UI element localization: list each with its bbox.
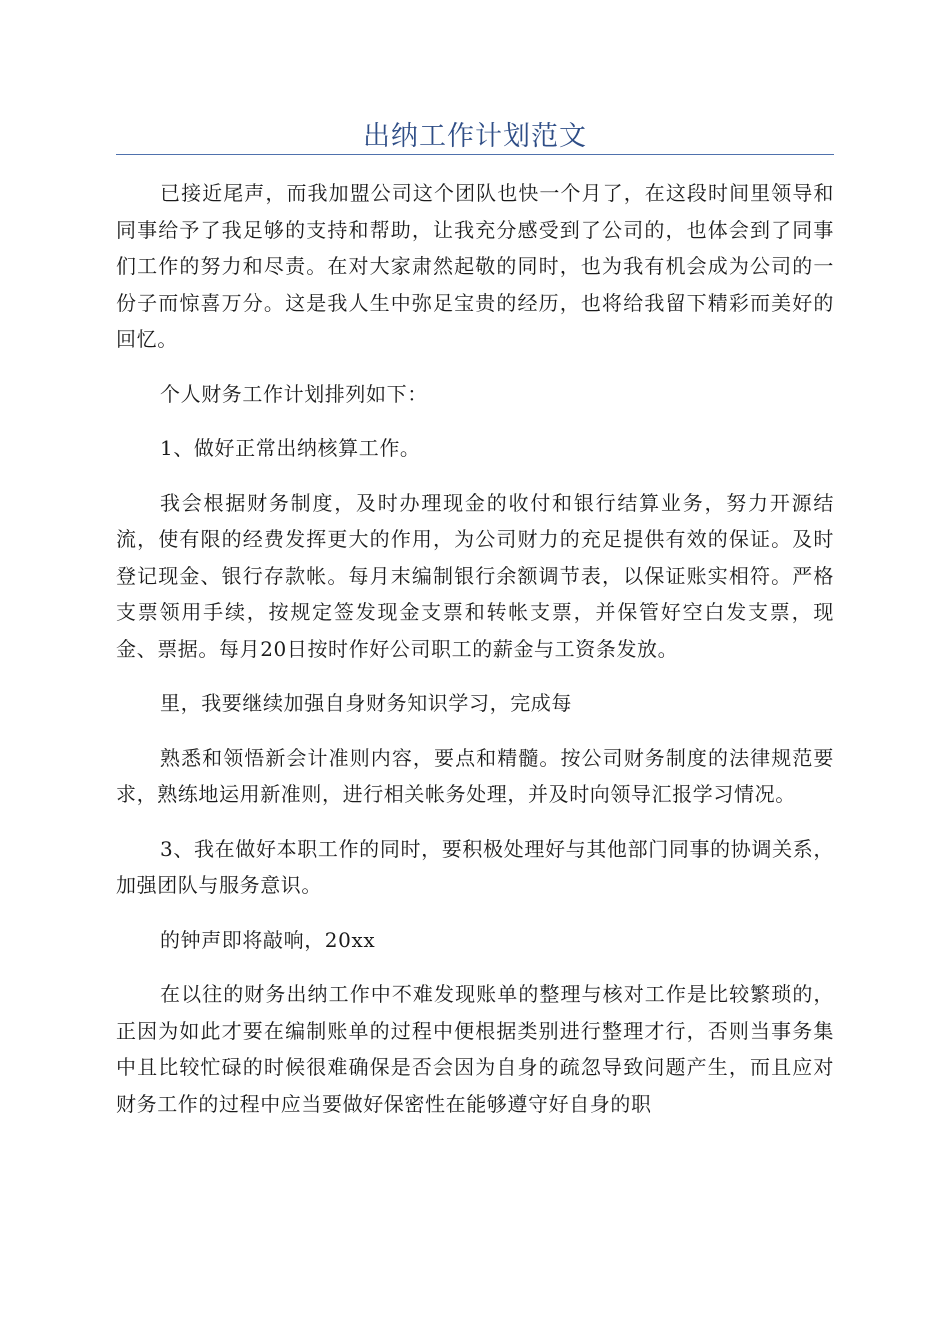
paragraph-item-1: 1、做好正常出纳核算工作。 — [160, 436, 421, 460]
paragraph-study: 里，我要继续加强自身财务知识学习，完成每 — [160, 691, 572, 715]
paragraph-bill-sorting: 在以往的财务出纳工作中不难发现账单的整理与核对工作是比较繁琐的，正因为如此才要在编制账单的过程中便根据类别进行整理才行，否则当事务集中且比较忙碌的时候很难确保是否会因为自身的疏忽导致问题产生，而且应对财务工作的过程中应当要做好保密性在能够遵守好自身的职 — [116, 982, 834, 1116]
paragraph-plan-heading: 个人财务工作计划排列如下： — [160, 381, 428, 406]
title-underline — [116, 154, 834, 155]
paragraph-cashier-duties: 我会根据财务制度，及时办理现金的收付和银行结算业务，努力开源结流，使有限的经费发挥更大的作用，为公司财力的充足提供有效的保证。及时登记现金、银行存款帐。每月末编制银行余额调节表，以保证账实相符。严格支票领用手续，按规定签发现金支票和转帐支票，并保管好空白发支票，现金、票据。每月20日按时作好公司职工的薪金与工资条发放。 — [116, 490, 834, 661]
document-body — [116, 175, 834, 1140]
paragraph-accounting-standards: 熟悉和领悟新会计准则内容，要点和精髓。按公司财务制度的法律规范要求，熟练地运用新准则，进行相关帐务处理，并及时向领导汇报学习情况。 — [116, 745, 834, 806]
paragraph-bell: 的钟声即将敲响，20xx — [160, 927, 376, 952]
document-title: 出纳工作计划范文 — [363, 121, 587, 152]
paragraph-intro: 已接近尾声，而我加盟公司这个团队也快一个月了，在这段时间里领导和同事给予了我足够的支持和帮助，让我充分感受到了公司的，也体会到了同事们工作的努力和尽责。在对大家肃然起敬的同时，也为我有机会成为公司的一份子而惊喜万分。这是我人生中弥足宝贵的经历，也将给我留下精彩而美好的回忆。 — [116, 181, 834, 351]
paragraph-item-3: 3、我在做好本职工作的同时，要积极处理好与其他部门同事的协调关系，加强团队与服务意识。 — [116, 836, 834, 897]
